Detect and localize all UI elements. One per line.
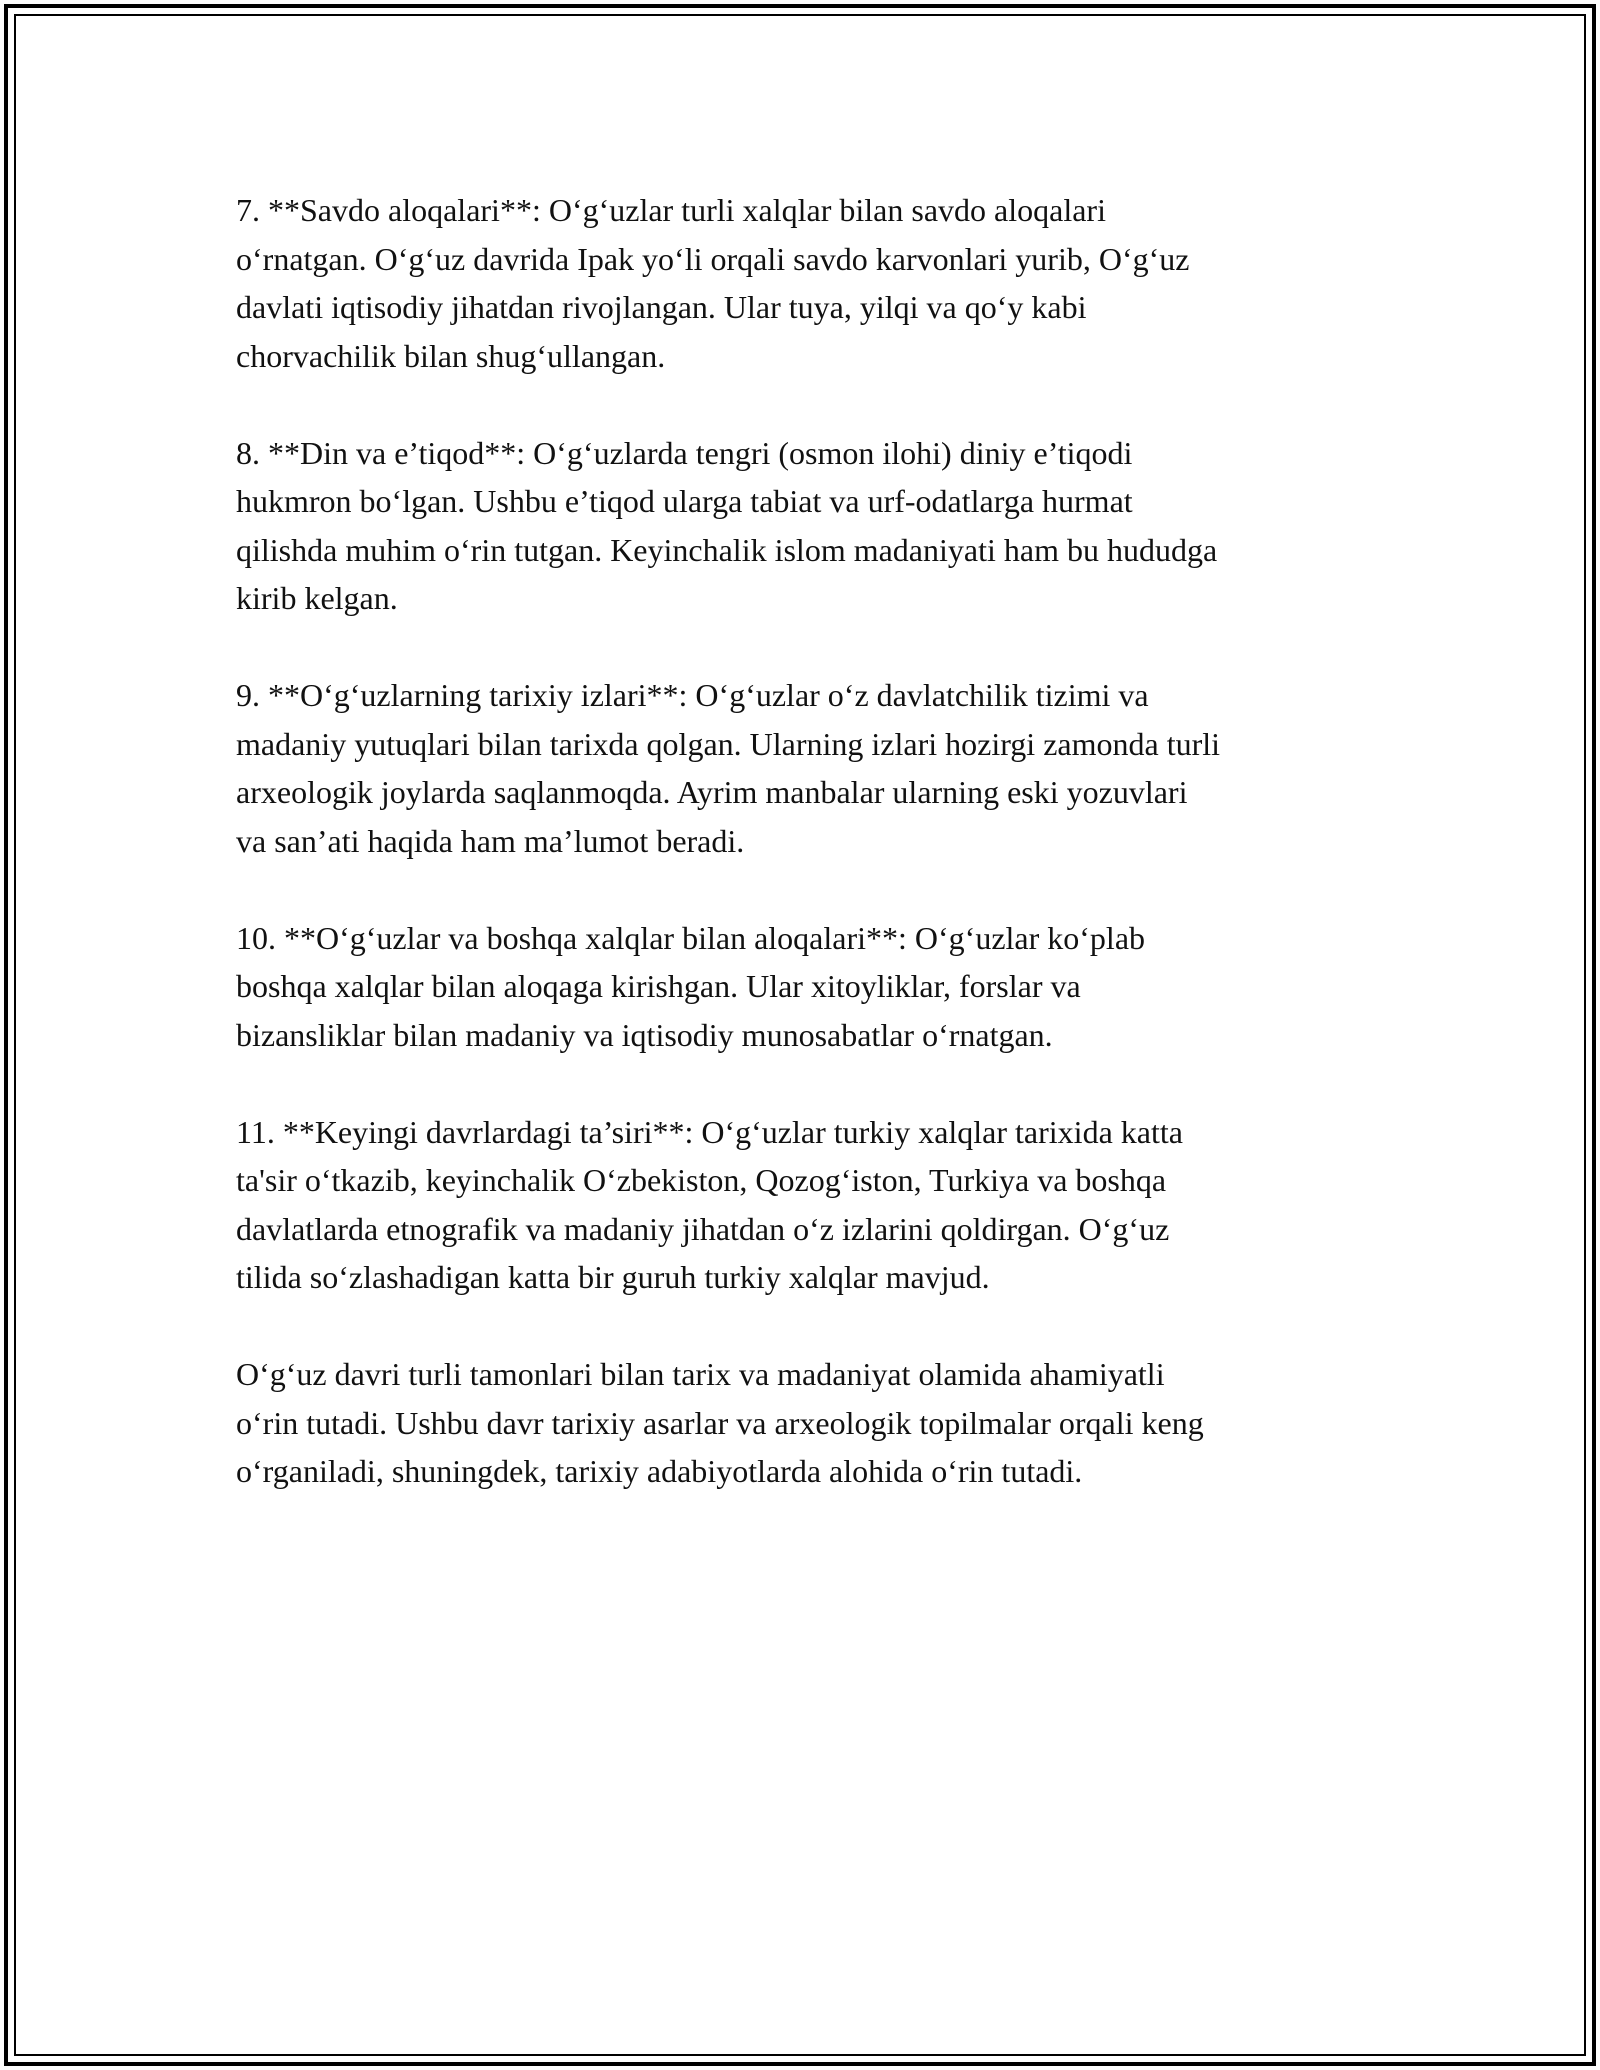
- paragraph-conclusion: O‘g‘uz davri turli tamonlari bilan tarix va madaniyat olamida ahamiyatli o‘rin tutadi. Ushbu davr tarixiy asarlar va arxeologik topilmalar orqali keng o‘rganiladi, shuningdek, tarixiy adabiyotlarda alohida o‘rin tutadi.: [236, 1356, 1204, 1489]
- paragraph-relations-other-peoples: 10. **O‘g‘uzlar va boshqa xalqlar bilan aloqalari**: O‘g‘uzlar ko‘plab boshqa xalqlar bilan aloqaga kirishgan. Ular xitoyliklar, forslar va bizansliklar bilan madaniy va iqtisodiy munosabatlar o‘rnatgan.: [236, 919, 1146, 1053]
- paragraph-historical-traces: 9. **O‘g‘uzlarning tarixiy izlari**: O‘g‘uzlar o‘z davlatchilik tizimi va madaniy yutuqlari bilan tarixda qolgan. Ularning izlari hozirgi zamonda turli arxeologik joylarda saqlanmoqda. Ayrim manbalar ularning eski yozuvlari va san’ati haqida ham ma’lumot beradi.: [236, 677, 1221, 859]
- paragraph-later-influence: 11. **Keyingi davrlardagi ta’siri**: O‘g‘uzlar turkiy xalqlar tarixida katta ta'sir o‘tkazib, keyinchalik O‘zbekiston, Qozog‘iston, Turkiya va boshqa davlatlarda etnografik va madaniy jihatdan o‘z izlarini qoldirgan. O‘g‘uz tilida so‘zlashadigan katta bir guruh turkiy xalqlar mavjud.: [236, 1113, 1183, 1295]
- paragraph-trade-relations: 7. **Savdo aloqalari**: O‘g‘uzlar turli xalqlar bilan savdo aloqalari o‘rnatgan. O‘g‘uz davrida Ipak yo‘li orqali savdo karvonlari yurib, O‘g‘uz davlati iqtisodiy jihatdan rivojlangan. Ular tuya, yilqi va qo‘y kabi chorvachilik bilan shug‘ullangan.: [236, 192, 1190, 374]
- document-body: [236, 186, 1376, 1544]
- paragraph-religion-belief: 8. **Din va e’tiqod**: O‘g‘uzlarda tengri (osmon ilohi) diniy e’tiqodi hukmron bo‘lgan. Ushbu e’tiqod ularga tabiat va urf-odatlarga hurmat qilishda muhim o‘rin tutgan. Keyinchalik islom madaniyati ham bu hududga kirib kelgan.: [236, 434, 1218, 616]
